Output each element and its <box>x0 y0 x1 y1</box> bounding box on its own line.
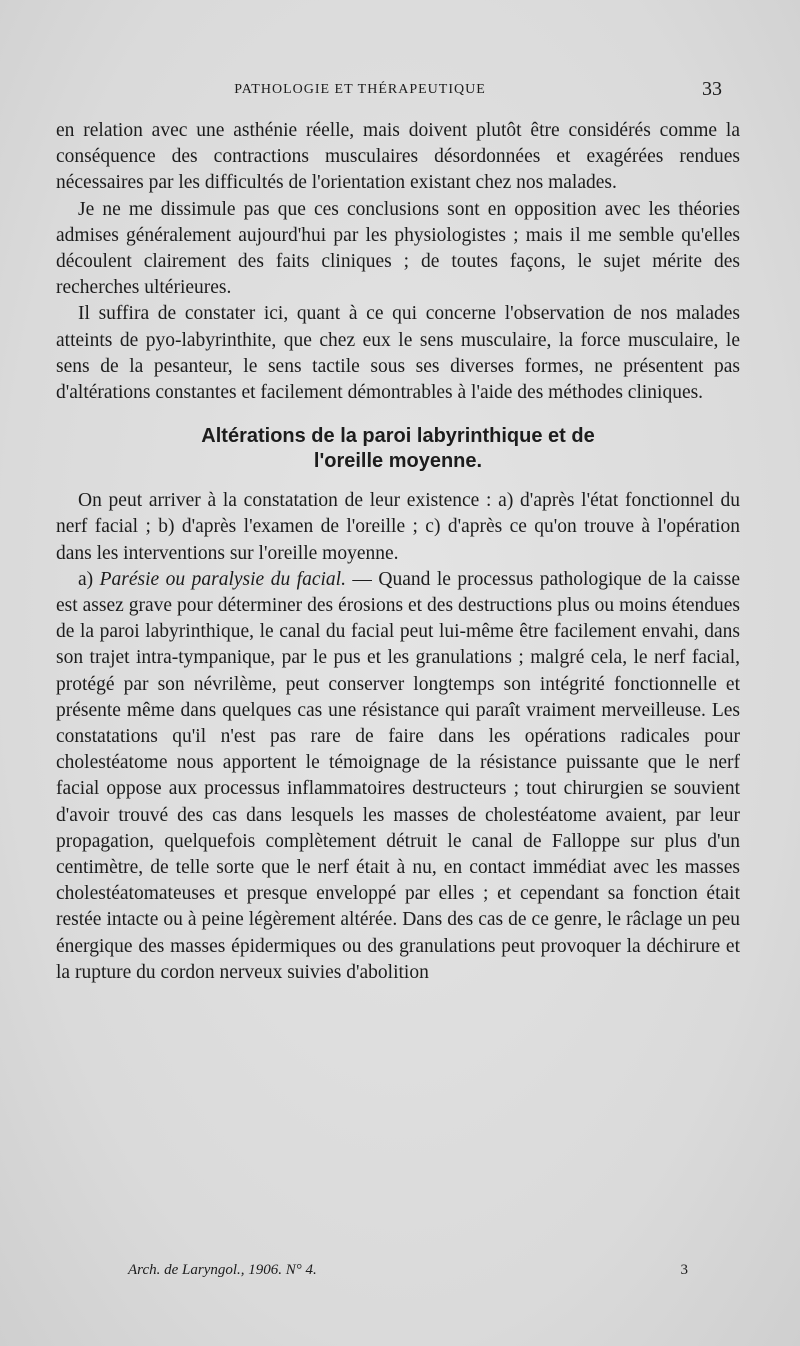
section-heading <box>56 424 740 474</box>
running-title: PATHOLOGIE ET THÉRAPEUTIQUE <box>234 82 486 97</box>
paragraph-continuation: en relation avec une asthénie réelle, mais doivent plutôt être considérés comme la conséquence des contractions musculaires désordonnées et exagérées rendues nécessaires par les difficultés de l'orientation existant chez nos malades. <box>56 120 740 194</box>
footer-journal-reference <box>128 1262 317 1279</box>
paragraph-item-marker: a) <box>78 568 100 590</box>
footer <box>128 1262 688 1286</box>
footer-journal-title: Arch. de Laryngol., 1906. N° 4. <box>128 1262 317 1278</box>
running-head <box>60 78 740 102</box>
paragraph-conclusions: Je ne me dissimule pas que ces conclusions sont en opposition avec les théories admises généralement aujourd'hui par les physiologistes ; mais il me semble qu'elles découlent clairement des faits cliniques ; de toutes façons, le sujet mérite des recherches ultérieures. <box>56 198 740 299</box>
paragraph-subheading: Parésie ou paralysie du facial. <box>99 568 346 590</box>
section-heading-line-1: Altérations de la paroi labyrinthique et de <box>201 425 595 448</box>
section-heading-line-2: l'oreille moyenne. <box>313 450 483 473</box>
paragraph-facial-paresis-text: — Quand le processus pathologique de la caisse est assez grave pour déterminer des érosions et des destructions plus ou moins étendues de la paroi labyrinthique, le canal du facial peut lui-même être facilement envahi, dans son trajet intra-tympanique, par le pus et les granulations ; malgré cela, le nerf facial, protégé par son névrilème, peut conserver longtemps son intégrité fonctionnelle et présente même dans quelques cas une résistance qui paraît vraiment merveilleuse. Les constatations qu'il n'est pas rare de faire dans les opérations radicales pour cholestéatome nous apportent le témoignage de la résistance puissante que le nerf facial oppose aux processus inflammatoires destructeurs ; tout chirurgien se souvient d'avoir trouvé des cas dans lesquels les masses de cholestéatome avaient, par leur propagation, quelquefois complètement détruit le canal de Falloppe sur plus d'un centimètre, de telle sorte que le nerf était à nu, en contact immédiat avec les masses cholestéatomateuses et presque enveloppé par elles ; et cependant sa fonction était restée intacte ou à peine légèrement altérée. Dans des cas de ce genre, le râclage un peu énergique des masses épidermiques ou des granulations peut provoquer la déchirure et la rupture du cordon nerveux suivies d'abolition <box>56 568 740 983</box>
page-number: 33 <box>702 78 722 100</box>
paragraph-facial-paresis <box>56 567 740 986</box>
paragraph-observation: Il suffira de constater ici, quant à ce qui concerne l'observation de nos malades atteints de pyo-labyrinthite, que chez eux le sens musculaire, la force musculaire, le sens de la pesanteur, le sens tactile sous ses diverses formes, ne présentent pas d'altérations constantes et facilement démontrables à l'aide des méthodes cliniques. <box>56 303 740 404</box>
footer-signature-mark: 3 <box>680 1262 688 1278</box>
paragraph-constatation: On peut arriver à la constatation de leur existence : a) d'après l'état fonctionnel du nerf facial ; b) d'après l'examen de l'oreille ; c) d'après ce qu'on trouve à l'opération dans les interventions sur l'oreille moyenne. <box>56 490 740 564</box>
body-text <box>56 118 740 986</box>
